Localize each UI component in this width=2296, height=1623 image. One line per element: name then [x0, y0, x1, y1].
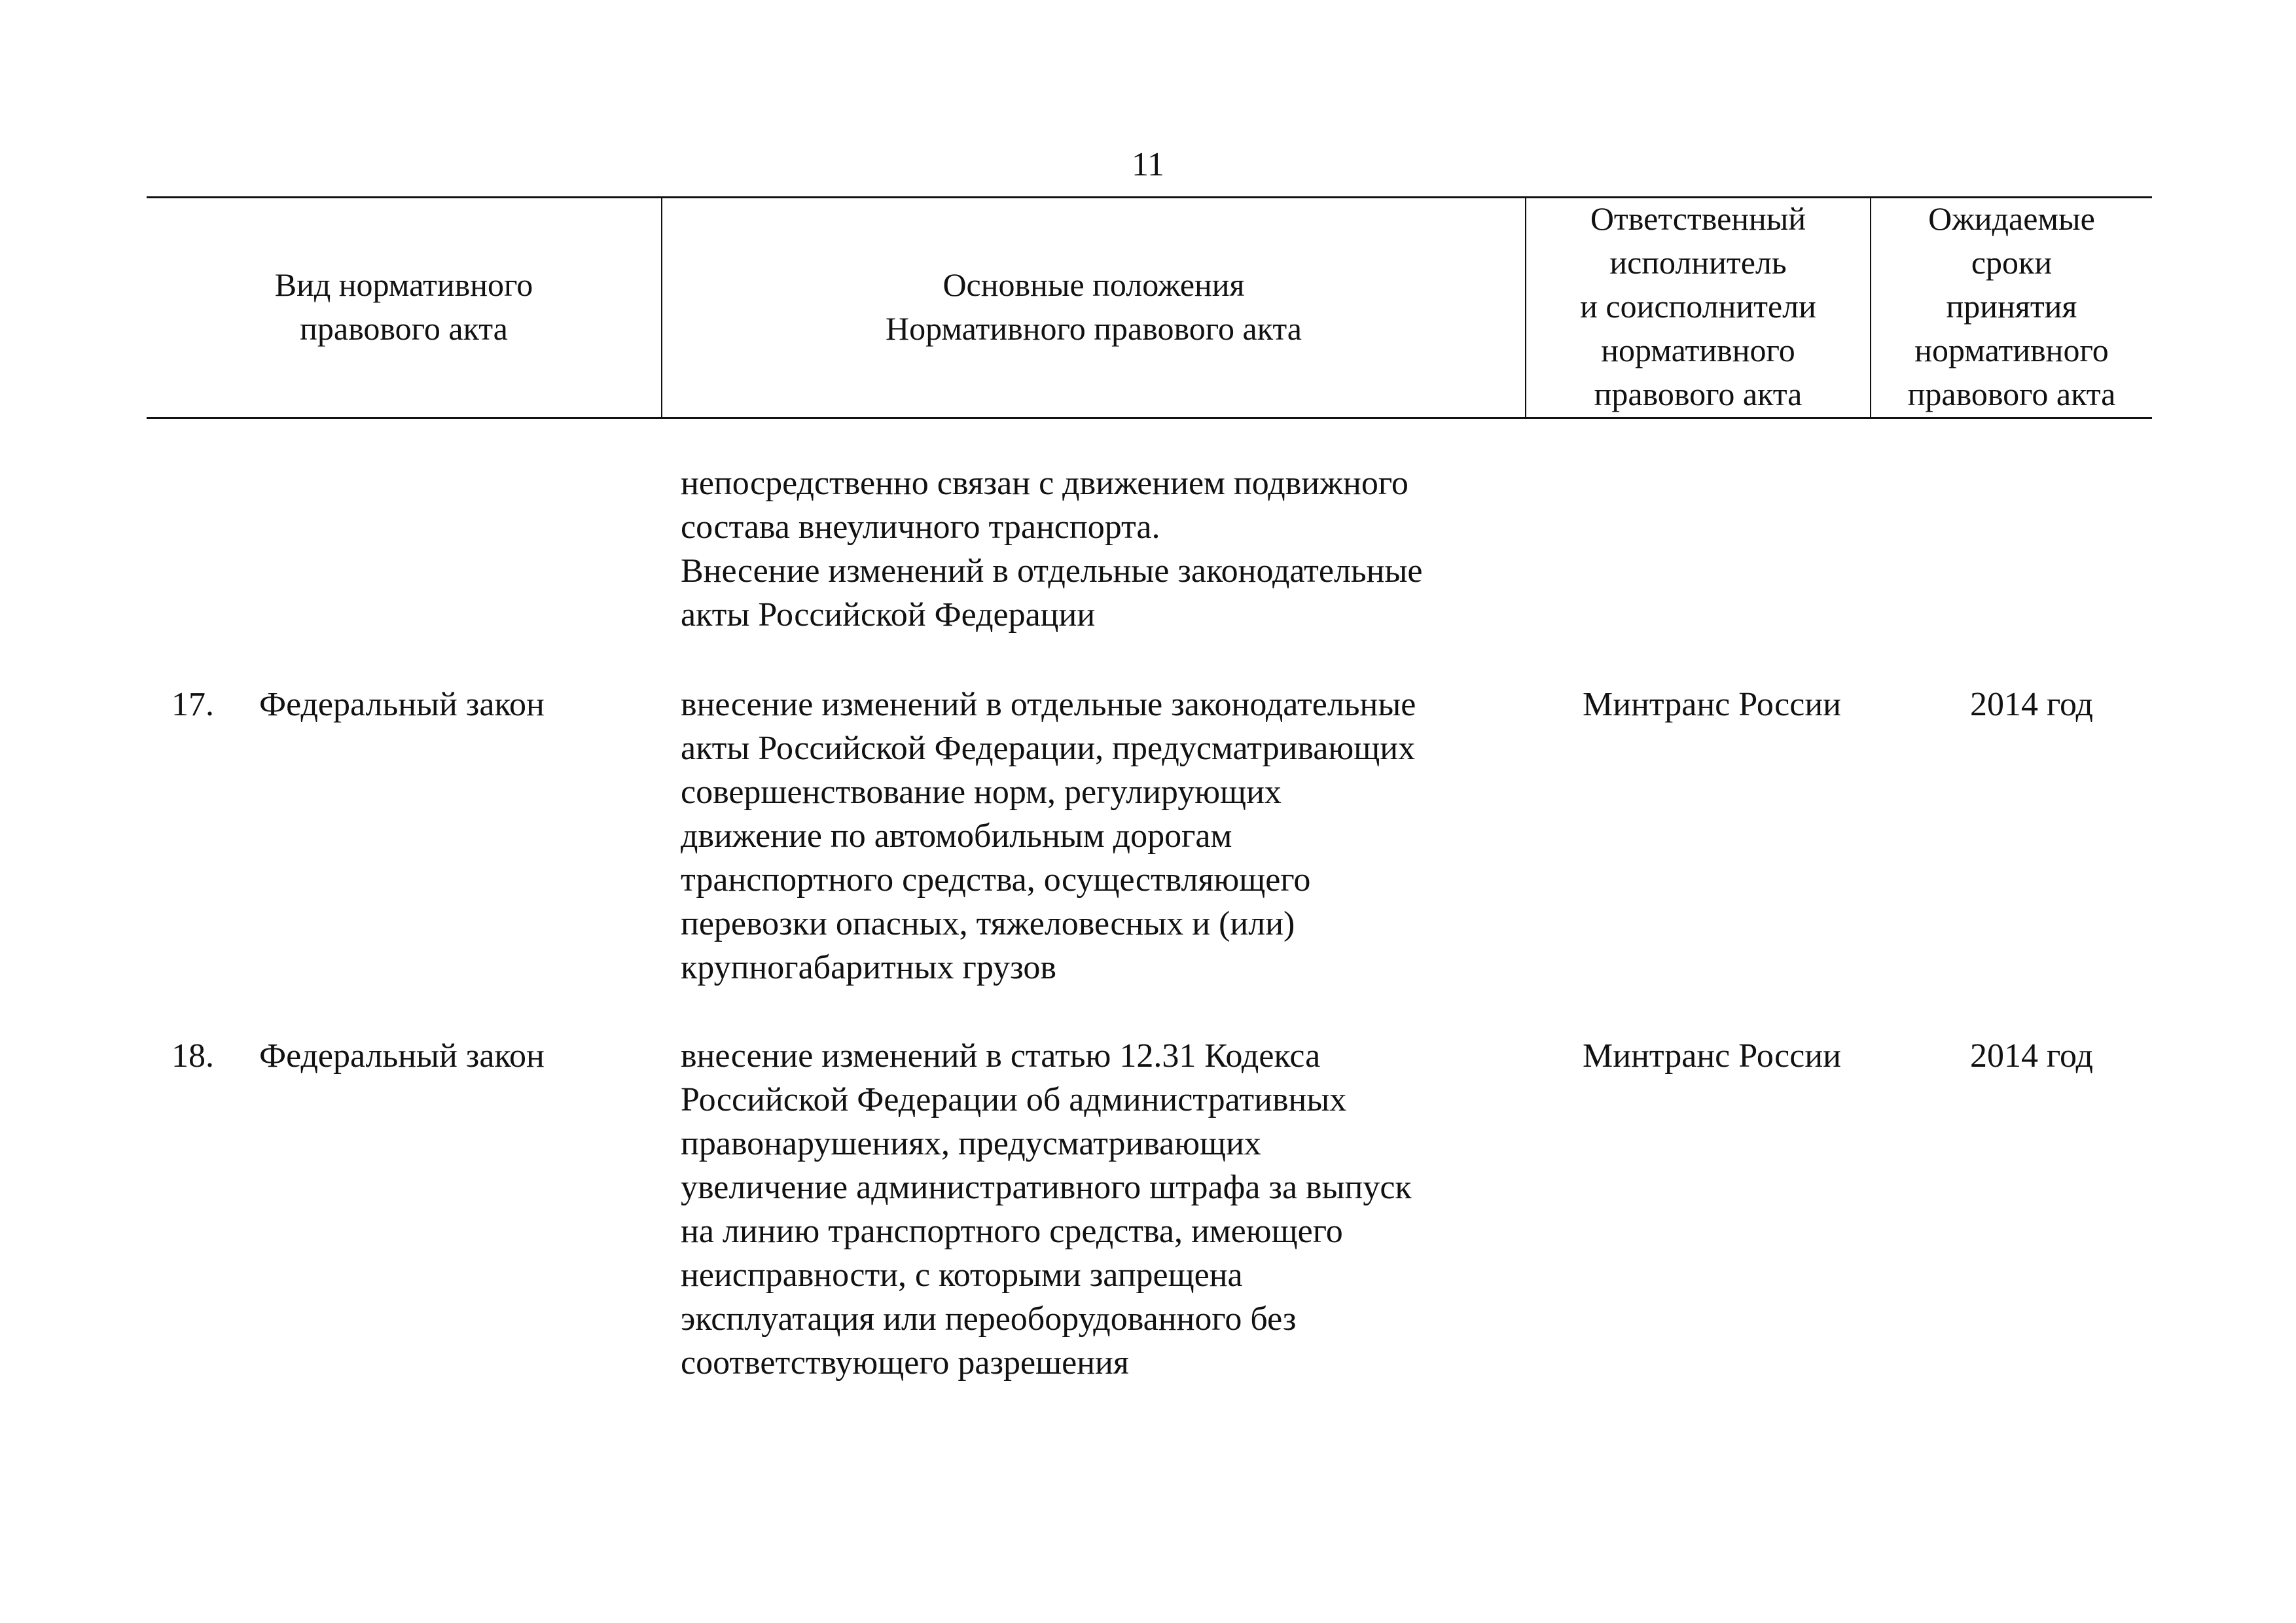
- header-bottom-rule: [147, 417, 2152, 419]
- continuation-text: непосредственно связан с движением подвижного состава внеуличного транспорта. Внесение изменений в отдельные законодательные акты Российской Федерации: [681, 465, 1423, 633]
- row-act-type: Федеральный закон: [259, 686, 545, 723]
- row-deadline: 2014 год: [1970, 686, 2093, 723]
- row-executor: Минтранс России: [1583, 1037, 1841, 1075]
- row-deadline: 2014 год: [1970, 1037, 2093, 1075]
- row-description: внесение изменений в отдельные законодательные акты Российской Федерации, предусматривающих совершенствование норм, регулирующих движение по автомобильным дорогам транспортного средства, осуществляющего перевозки опасных, тяжеловесных и (или) крупногабаритных грузов: [681, 686, 1416, 986]
- row-number: 18.: [171, 1037, 214, 1075]
- row-number: 17.: [171, 686, 214, 723]
- header-col-deadline: Ожидаемые сроки принятия нормативного правового акта: [1907, 200, 2116, 412]
- header-col-provisions: Основные положения Нормативного правового акта: [885, 266, 1302, 347]
- header-col-executor: Ответственный исполнитель и соисполнители нормативного правового акта: [1580, 200, 1816, 412]
- row-description: внесение изменений в статью 12.31 Кодекса Российской Федерации об административных правонарушениях, предусматривающих увеличение административного штрафа за выпуск на линию транспортного средства, имеющего неисправности, с которыми запрещена эксплуатация или переоборудованного без соответствующего разрешения: [681, 1037, 1412, 1382]
- row-act-type: Федеральный закон: [259, 1037, 545, 1075]
- row-executor: Минтранс России: [1583, 686, 1841, 723]
- header-col-type: Вид нормативного правового акта: [274, 266, 533, 347]
- page-number: 11: [1131, 146, 1165, 183]
